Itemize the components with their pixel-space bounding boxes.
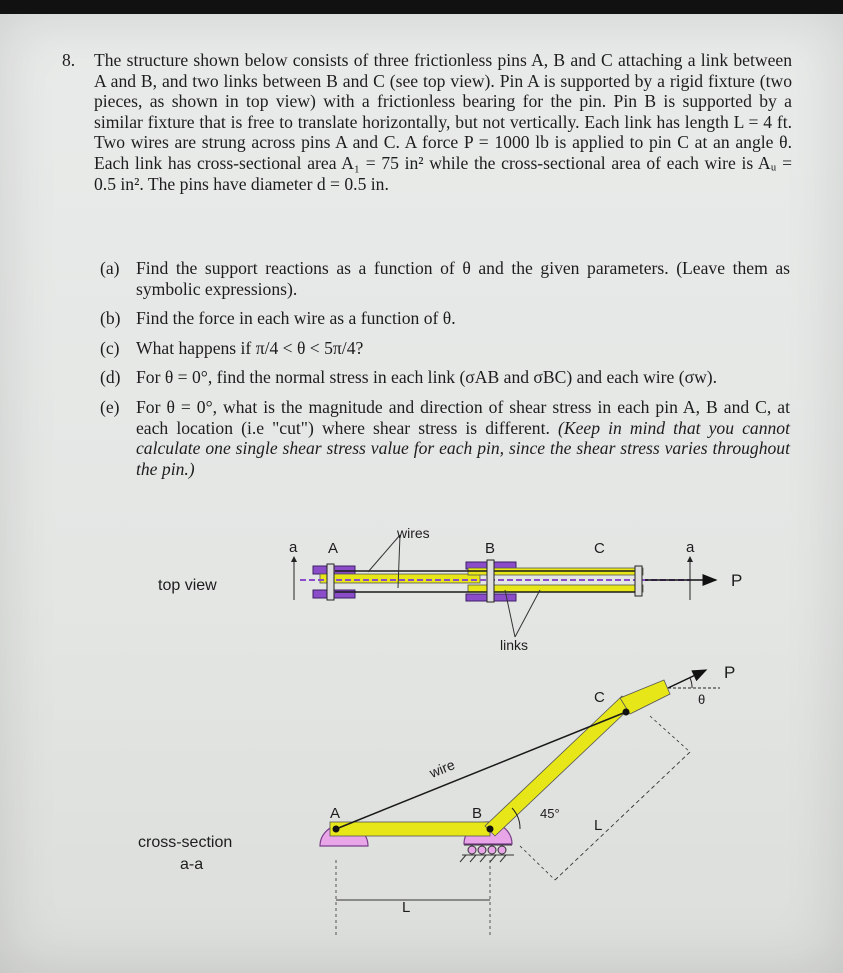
part-c-label: (c): [100, 337, 120, 358]
label-l-horizontal: L: [402, 899, 411, 916]
label-45-deg: 45°: [540, 806, 560, 821]
dim-l-diagonal: [555, 752, 690, 880]
roller-b-1: [468, 846, 476, 854]
label-force-p: P: [724, 663, 736, 682]
part-d-label: (d): [100, 367, 121, 388]
part-e-label: (e): [100, 396, 120, 417]
link-ab: [330, 822, 490, 836]
label-pin-c-top: C: [594, 540, 605, 557]
part-b-label: (b): [100, 308, 121, 329]
label-pin-a: A: [330, 805, 341, 822]
label-cross-section: cross-section: [138, 834, 233, 851]
label-top-view: top view: [158, 577, 217, 594]
part-d-text: For θ = 0°, find the normal stress in each link (σAB and σBC) and each wire (σw).: [136, 367, 718, 388]
part-e-text: For θ = 0°, what is the magnitude and direction of shear stress in each pin A, B and C, at each location (i.e "cut") where shear stress is different.: [136, 396, 790, 438]
label-pin-a-top: A: [328, 540, 339, 557]
part-b-text: Find the force in each wire as a function of θ.: [136, 308, 456, 329]
pin-a: [333, 826, 340, 833]
label-links: links: [500, 637, 529, 653]
part-a-text: Find the support reactions as a function of θ and the given parameters. (Leave them as symbolic expressions).: [136, 258, 790, 299]
theta-arc: [690, 678, 692, 688]
label-wire: wire: [427, 756, 457, 781]
part-e-note: (Keep in mind that you cannot calculate one single shear stress value for each pin, since the shear stress varies throughout the pin.): [136, 417, 790, 479]
pin-c: [623, 709, 630, 716]
label-theta: θ: [698, 692, 706, 707]
label-force-p-top: P: [731, 571, 743, 590]
pin-a-top: [327, 564, 334, 600]
pin-b: [487, 826, 494, 833]
pin-b-top: [487, 560, 494, 602]
label-wires: wires: [397, 525, 430, 541]
part-c-text: What happens if π/4 < θ < 5π/4?: [136, 337, 364, 358]
problem-number: 8.: [62, 50, 76, 70]
problem-text: The structure shown below consists of three frictionless pins A, B and C attaching a link between A and B, and two links between B and C (see top view). Pin A is supported by a rigid fixture (two pieces, as shown in top view) with a frictionless bearing for the pin. Pin B is supported by a similar fixture that is free to translate horizontally, but not vertically. Each link has length L = 4 ft. Two wires are strung across pins A and C. A force P = 1000 lb is applied to pin C at an angle θ. Each link has cross-sectional area A₁ = 75 in² while the cross-sectional area of each wire is Aᵤ = 0.5 in². The pins have diameter d = 0.5 in.: [94, 50, 792, 194]
label-section-aa: a-a: [180, 856, 204, 873]
part-a-label: (a): [100, 258, 120, 278]
label-l-diagonal: L: [594, 817, 603, 834]
label-pin-b-top: B: [485, 540, 496, 557]
label-pin-b: B: [472, 805, 483, 822]
pin-c-top: [635, 566, 642, 596]
cross-section: [138, 663, 735, 935]
label-pin-c: C: [594, 689, 605, 706]
force-p-arrow: [668, 670, 706, 688]
top-view: [158, 525, 742, 653]
label-a-left: a: [289, 539, 298, 556]
roller-b-3: [488, 846, 496, 854]
label-a-right: a: [686, 539, 695, 556]
roller-b-2: [478, 846, 486, 854]
roller-b-4: [498, 846, 506, 854]
link-ab-top: [320, 574, 480, 583]
